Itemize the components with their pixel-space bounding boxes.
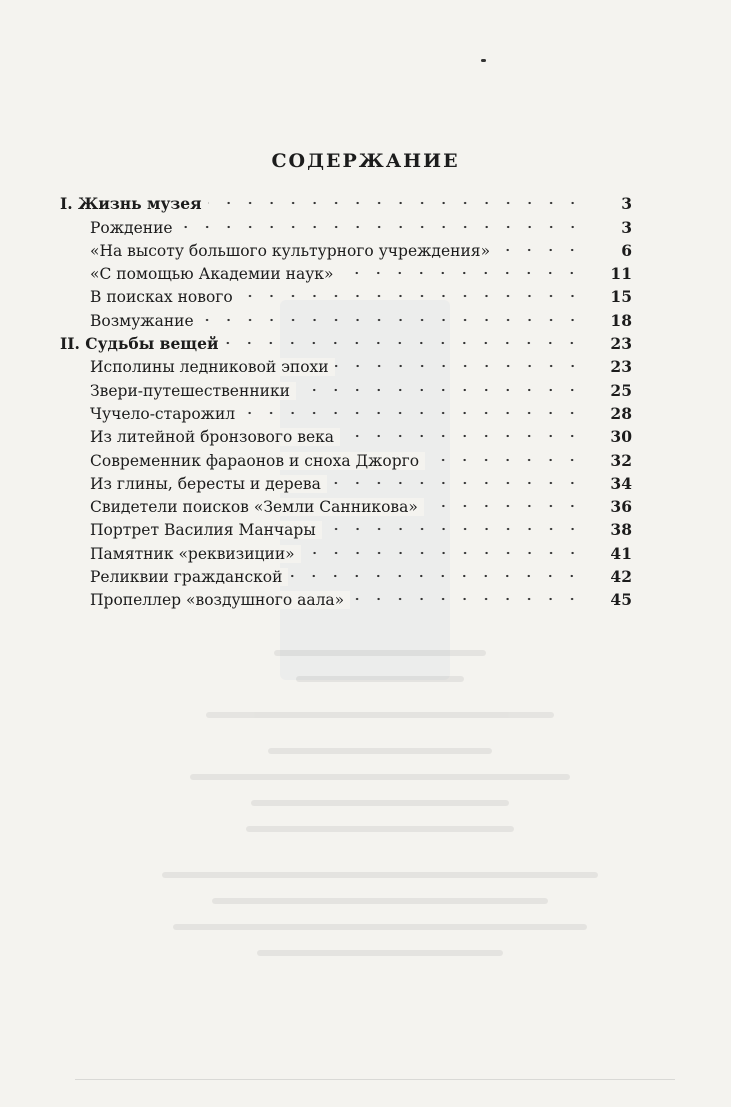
dot-leader [425, 453, 592, 467]
toc-page-number: 34 [610, 473, 632, 493]
dot-leader [350, 592, 592, 606]
dot-leader [339, 266, 592, 280]
dot-leader [340, 429, 592, 443]
dot-leader [322, 522, 592, 536]
toc-entry-title: Из глины, бересты и дерева [90, 475, 327, 493]
toc-page-number: 23 [610, 334, 632, 354]
dot-leader [224, 336, 592, 350]
toc-entry [60, 213, 632, 236]
toc-entry-title: Рождение [90, 219, 179, 237]
toc-entry-title: Возмужание [90, 312, 200, 330]
toc-entry [60, 376, 632, 399]
toc-page-number: 3 [621, 194, 632, 214]
dot-leader [179, 220, 592, 234]
toc-entry-title: Пропеллер «воздушного аала» [90, 591, 350, 609]
toc-page-number: 42 [610, 567, 632, 587]
dot-leader [239, 289, 592, 303]
table-of-contents [60, 190, 632, 609]
dot-leader [327, 476, 592, 490]
toc-entry-title: Свидетели поисков «Земли Санникова» [90, 498, 424, 516]
toc-page-number: 18 [610, 310, 632, 330]
toc-entry [60, 423, 632, 446]
toc-page-number: 38 [610, 520, 632, 540]
toc-page-number: 28 [610, 403, 632, 423]
toc-entry-title: Современник фараонов и сноха Джорго [90, 452, 425, 470]
toc-entry-title: «С помощью Академии наук» [90, 265, 339, 283]
toc-entry-title: Чучело-старожил [90, 405, 241, 423]
toc-entry [60, 563, 632, 586]
dot-leader [208, 196, 592, 210]
toc-entry [60, 400, 632, 423]
toc-page-number: 41 [610, 543, 632, 563]
toc-page-number: 6 [621, 240, 632, 260]
toc-part-entry [60, 330, 632, 353]
toc-page-number: 45 [610, 590, 632, 610]
dot-leader [424, 499, 592, 513]
paper-speck [481, 59, 486, 62]
toc-entry-title: II. Судьбы вещей [60, 335, 224, 353]
toc-entry-title: Памятник «реквизиции» [90, 545, 301, 563]
toc-entry-title: «На высоту большого культурного учреждения» [90, 242, 496, 260]
dot-leader [241, 406, 592, 420]
toc-entry-title: Из литейной бронзового века [90, 428, 340, 446]
toc-entry [60, 516, 632, 539]
toc-page-number: 32 [610, 450, 632, 470]
toc-entry [60, 353, 632, 376]
dot-leader [296, 383, 592, 397]
dot-leader [288, 569, 592, 583]
toc-entry-title: I. Жизнь музея [60, 195, 208, 213]
toc-page-number: 30 [610, 427, 632, 447]
toc-entry [60, 237, 632, 260]
toc-entry [60, 446, 632, 469]
toc-entry [60, 539, 632, 562]
toc-entry [60, 283, 632, 306]
toc-entry-title: Исполины ледниковой эпохи [90, 358, 335, 376]
toc-part-entry [60, 190, 632, 213]
toc-entry [60, 493, 632, 516]
toc-entry [60, 260, 632, 283]
toc-entry-title: Звери-путешественники [90, 382, 296, 400]
page-title: СОДЕРЖАНИЕ [271, 150, 460, 172]
toc-entry [60, 306, 632, 329]
toc-entry-title: Портрет Василия Манчары [90, 521, 322, 539]
toc-entry-title: Реликвии гражданской [90, 568, 288, 586]
toc-page-number: 3 [621, 217, 632, 237]
dot-leader [496, 243, 592, 257]
toc-page-number: 15 [610, 287, 632, 307]
toc-page-number: 11 [610, 264, 632, 284]
toc-entry [60, 586, 632, 609]
dot-leader [335, 359, 592, 373]
dot-leader [301, 546, 592, 560]
toc-page-number: 23 [610, 357, 632, 377]
toc-page-number: 25 [610, 380, 632, 400]
reverse-side-bleed-through [100, 650, 660, 980]
toc-entry-title: В поисках нового [90, 288, 239, 306]
dot-leader [200, 313, 592, 327]
faint-rule [75, 1079, 675, 1080]
toc-page-number: 36 [610, 497, 632, 517]
toc-entry [60, 470, 632, 493]
